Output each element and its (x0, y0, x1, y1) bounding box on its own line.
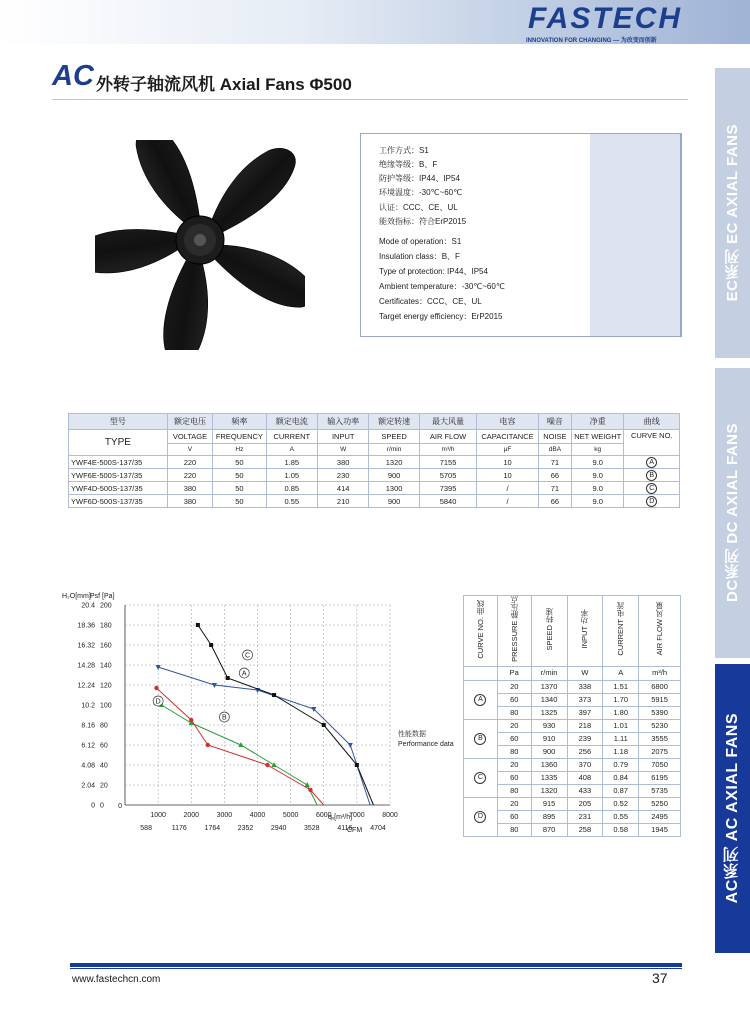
performance-table (463, 595, 681, 837)
curve-badge: D (646, 496, 657, 507)
y-tick-label-pa: 120 (100, 682, 112, 690)
y-axis-label-mm: H₂O[mm] (62, 593, 91, 600)
table-unit-cell: μF (477, 444, 539, 456)
y-tick-label-mm: 12.24 (77, 682, 95, 690)
table-cell: 66 (538, 469, 571, 482)
table-row (464, 680, 681, 693)
table-cell: 净重 (572, 414, 624, 430)
table-cell: 7050 (639, 758, 681, 771)
series-line-A (155, 667, 370, 805)
table-cell: 20 (497, 680, 531, 693)
table-header-cell: NET WEIGHT (572, 430, 624, 444)
y-tick-label-pa: 40 (100, 762, 108, 770)
x-axis-label-flow: qᵥ[m³/h] (328, 814, 353, 821)
page-title: 外转子轴流风机 Axial Fans Φ500 (96, 75, 352, 94)
table-cell: 0.55 (266, 495, 317, 508)
curve-badge: B (646, 470, 657, 481)
table-unit-cell: m³/h (419, 444, 476, 456)
data-point (322, 723, 326, 727)
table-cell: 3555 (639, 732, 681, 745)
table-unit-cell: r/min (531, 666, 567, 680)
table-cell: 1360 (531, 758, 567, 771)
curve-cell (624, 456, 680, 469)
table-unit-cell: Hz (213, 444, 266, 456)
table-row (69, 495, 680, 508)
table-unit-cell: r/min (369, 444, 419, 456)
vertical-header-text: CURRENT 电流 (616, 602, 626, 656)
table-cell: 5705 (419, 469, 476, 482)
table-cell: 6195 (639, 771, 681, 784)
spec-box-shade (590, 133, 681, 337)
performance-data-label (398, 730, 454, 750)
table-header-cell (639, 596, 681, 667)
table-cell: 66 (538, 495, 571, 508)
table-cell: 额定电流 (266, 414, 317, 430)
y-tick-label-mm: 4.08 (81, 762, 95, 770)
table-cell: YWF4D-500S-137/35 (69, 482, 168, 495)
vertical-header-text: CURVE NO. 曲线 (475, 599, 485, 659)
table-row (464, 758, 681, 771)
table-cell: 258 (567, 823, 603, 836)
data-point (265, 763, 269, 767)
fan-image (95, 140, 305, 350)
table-cell: 10 (477, 456, 539, 469)
table-cell: 900 (531, 745, 567, 758)
table-cell: 80 (497, 784, 531, 797)
spec-line: Target energy efficiency：ErP2015 (379, 312, 503, 321)
table-header-cell: AIR FLOW (419, 430, 476, 444)
y-tick-label-mm: 6.12 (81, 742, 95, 750)
tab-ac-axial-fans[interactable] (715, 664, 750, 953)
table-header-cell (464, 596, 498, 667)
curve-badge: C (474, 772, 486, 784)
table-unit-cell (464, 666, 498, 680)
spec-line: 认证：CCC、CE、UL (379, 203, 458, 212)
table-cell: YWF6E-500S-137/35 (69, 469, 168, 482)
table-cell: 9.0 (572, 456, 624, 469)
table-cell: 10 (477, 469, 539, 482)
table-row (69, 469, 680, 482)
table-cell: 900 (369, 469, 419, 482)
table-header-cell (567, 596, 603, 667)
spec-line: Ambient temperature：-30℃~60℃ (379, 282, 505, 291)
table-cell: 218 (567, 719, 603, 732)
table-unit-cell: V (167, 444, 212, 456)
table-cell: 71 (538, 482, 571, 495)
table-cell: 1300 (369, 482, 419, 495)
x-tick-label-flow: 1000 (150, 812, 166, 819)
data-point (206, 743, 210, 747)
spec-line: 工作方式：S1 (379, 146, 429, 155)
model-table (68, 413, 680, 508)
spec-line: 防护等级：IP44、IP54 (379, 174, 460, 183)
table-cell: 2075 (639, 745, 681, 758)
curve-badge: B (474, 733, 486, 745)
table-cell: 50 (213, 469, 266, 482)
data-point (308, 788, 312, 792)
page-number: 37 (652, 970, 668, 986)
table-cell: 0.58 (603, 823, 639, 836)
table-cell: 额定电压 (167, 414, 212, 430)
table-cell: 220 (167, 469, 212, 482)
footer-rule-thin (70, 968, 682, 969)
spec-line: 能效指标：符合ErP2015 (379, 217, 467, 226)
table-cell: 1945 (639, 823, 681, 836)
table-cell: 60 (497, 771, 531, 784)
table-cell: 1.85 (266, 456, 317, 469)
table-cell: 5735 (639, 784, 681, 797)
table-cell: 0.52 (603, 797, 639, 810)
table-cell: 60 (497, 732, 531, 745)
table-cell: 1320 (369, 456, 419, 469)
table-cell: 频率 (213, 414, 266, 430)
table-cell: 0.55 (603, 810, 639, 823)
curve-cell (464, 680, 498, 719)
table-cell: YWF4E-500S-137/35 (69, 456, 168, 469)
y-tick-label-mm: 20.4 (81, 602, 95, 610)
vertical-header-text: AIR FLOW 风量 (655, 602, 665, 656)
table-cell: 0.87 (603, 784, 639, 797)
x-tick-label-flow: 8000 (382, 812, 398, 819)
curve-label: C (245, 652, 251, 660)
curve-badge: D (474, 811, 486, 823)
y-axis-label-pa: Psf [Pa] (90, 593, 115, 600)
curve-cell (624, 482, 680, 495)
table-row (464, 666, 681, 680)
brand-logo: FASTECH (528, 2, 683, 35)
y-tick-label-mm: 0 (91, 802, 95, 810)
y-tick-label-pa: 20 (100, 782, 108, 790)
table-cell: 1320 (531, 784, 567, 797)
x-tick-label-flow: 3000 (216, 812, 233, 819)
table-cell: 408 (567, 771, 603, 784)
table-cell: 1370 (531, 680, 567, 693)
performance-chart (60, 590, 400, 840)
data-point (272, 693, 276, 697)
curve-cell (624, 469, 680, 482)
table-cell: 1.80 (603, 706, 639, 719)
data-point (355, 763, 359, 767)
table-cell: 1340 (531, 693, 567, 706)
y-tick-label-mm: 8.16 (81, 722, 95, 730)
table-row (69, 456, 680, 469)
spec-line: Insulation class：B、F (379, 252, 460, 261)
table-row (464, 596, 681, 667)
data-point (209, 643, 213, 647)
table-cell: 2495 (639, 810, 681, 823)
curve-badge: A (646, 457, 657, 468)
curve-label: B (222, 714, 227, 722)
y-tick-label-mm: 2.04 (81, 782, 95, 790)
table-cell: 60 (497, 810, 531, 823)
x-tick-label-flow: 5000 (282, 812, 299, 819)
table-unit-cell: dBA (538, 444, 571, 456)
table-cell: 9.0 (572, 495, 624, 508)
vertical-header-text: PRESSURE 静压点 (509, 596, 519, 662)
table-cell: 20 (497, 797, 531, 810)
table-cell: 7155 (419, 456, 476, 469)
y-tick-label-pa: 140 (100, 662, 112, 670)
y-tick-label-mm: 10.2 (81, 702, 95, 710)
tab-dc-axial-fans[interactable] (715, 368, 750, 658)
table-cell: 0.84 (603, 771, 639, 784)
curve-badge: A (474, 694, 486, 706)
table-cell: 5840 (419, 495, 476, 508)
table-header-cell (531, 596, 567, 667)
vertical-header-text: SPEED 转速 (544, 607, 554, 651)
table-cell: 噪音 (538, 414, 571, 430)
table-cell: 80 (497, 823, 531, 836)
table-header-cell: INPUT (317, 430, 368, 444)
data-point (226, 676, 230, 680)
table-row (69, 430, 680, 444)
table-cell: 71 (538, 456, 571, 469)
title-divider (52, 99, 688, 100)
table-header-cell: CURVE NO. (624, 430, 680, 456)
data-point (189, 718, 193, 722)
table-cell: 80 (497, 706, 531, 719)
table-cell: / (477, 495, 539, 508)
table-cell: 7395 (419, 482, 476, 495)
table-row (69, 482, 680, 495)
table-header-cell: FREQUENCY (213, 430, 266, 444)
table-cell: 338 (567, 680, 603, 693)
table-unit-cell: m³/h (639, 666, 681, 680)
x-tick-label-cfm: 588 (140, 825, 152, 832)
table-unit-cell: kg (572, 444, 624, 456)
x-tick-label-flow: 2000 (183, 812, 200, 819)
table-unit-cell: W (317, 444, 368, 456)
table-cell: 6800 (639, 680, 681, 693)
y-tick-label-pa: 0 (100, 802, 104, 810)
data-point (348, 743, 353, 748)
table-cell: 1.11 (603, 732, 639, 745)
y-tick-label-pa: 60 (100, 742, 108, 750)
table-cell: 1.01 (603, 719, 639, 732)
table-cell: YWF6D-500S-137/35 (69, 495, 168, 508)
x-origin-label: 0 (118, 803, 122, 810)
table-row (464, 797, 681, 810)
y-tick-label-pa: 200 (100, 602, 112, 610)
table-cell: 414 (317, 482, 368, 495)
table-unit-cell: A (266, 444, 317, 456)
table-cell: 230 (317, 469, 368, 482)
data-point (196, 623, 200, 627)
table-cell: 373 (567, 693, 603, 706)
curve-badge: C (646, 483, 657, 494)
data-point (271, 762, 276, 767)
table-cell: 231 (567, 810, 603, 823)
vertical-header-text: INPUT 功率 (580, 609, 590, 649)
table-cell: 最大风量 (419, 414, 476, 430)
table-cell: 0.79 (603, 758, 639, 771)
table-cell: 1.18 (603, 745, 639, 758)
x-tick-label-cfm: 2940 (270, 825, 287, 832)
x-tick-label-flow: 7000 (349, 812, 365, 819)
x-tick-label-flow: 6000 (315, 812, 332, 819)
spec-line: 绝缘等级：B、F (379, 160, 438, 169)
table-cell: 0.85 (266, 482, 317, 495)
tab-dc-label: DC系列 DC AXIAL FANS (724, 423, 741, 603)
table-cell: 915 (531, 797, 567, 810)
table-header-cell (497, 596, 531, 667)
table-cell: 1325 (531, 706, 567, 719)
spec-line: Certificates：CCC、CE、UL (379, 297, 482, 306)
table-cell: 910 (531, 732, 567, 745)
table-cell: 5390 (639, 706, 681, 719)
curve-cell (464, 719, 498, 758)
tab-ec-axial-fans[interactable] (715, 68, 750, 358)
y-tick-label-pa: 80 (100, 722, 108, 730)
table-cell: 1.51 (603, 680, 639, 693)
series-title: AC (52, 60, 94, 92)
table-cell: 60 (497, 693, 531, 706)
table-header-cell: CURRENT (266, 430, 317, 444)
table-header-cell (603, 596, 639, 667)
x-tick-label-flow: 4000 (249, 812, 266, 819)
curve-cell (624, 495, 680, 508)
table-cell: 1.05 (266, 469, 317, 482)
table-cell: 5250 (639, 797, 681, 810)
brand-tagline: INNOVATION FOR CHANGING — 为改变而创新 (526, 38, 657, 44)
y-tick-label-pa: 180 (100, 622, 112, 630)
x-axis-label-cfm: CFM (347, 827, 363, 834)
series-line-B (161, 705, 317, 805)
table-header-cell: CAPACITANCE (477, 430, 539, 444)
table-cell: 370 (567, 758, 603, 771)
footer-rule (70, 963, 682, 967)
table-cell: 输入功率 (317, 414, 368, 430)
x-tick-label-cfm: 1764 (204, 825, 221, 832)
table-cell: 80 (497, 745, 531, 758)
table-cell: 50 (213, 482, 266, 495)
table-cell: 205 (567, 797, 603, 810)
table-cell: 5230 (639, 719, 681, 732)
table-cell: 239 (567, 732, 603, 745)
x-tick-label-cfm: 3528 (303, 825, 320, 832)
x-tick-label-cfm: 2352 (237, 825, 254, 832)
table-cell: 9.0 (572, 469, 624, 482)
data-point (305, 782, 310, 787)
table-cell: 额定转速 (369, 414, 419, 430)
table-cell: 433 (567, 784, 603, 797)
table-row (464, 719, 681, 732)
table-header-cell: VOLTAGE (167, 430, 212, 444)
table-cell: 1335 (531, 771, 567, 784)
table-cell: 50 (213, 495, 266, 508)
table-cell: 1.70 (603, 693, 639, 706)
performance-label-en: Performance data (398, 741, 454, 748)
curve-label: A (241, 670, 247, 678)
y-tick-label-pa: 160 (100, 642, 112, 650)
data-point (154, 686, 158, 690)
table-header-cell: SPEED (369, 430, 419, 444)
table-cell: 380 (317, 456, 368, 469)
y-tick-label-pa: 100 (100, 702, 112, 710)
table-cell: 50 (213, 456, 266, 469)
y-tick-label-mm: 14.28 (77, 662, 95, 670)
x-tick-label-cfm: 1176 (171, 825, 187, 832)
table-cell: 20 (497, 719, 531, 732)
table-cell: 930 (531, 719, 567, 732)
curve-cell (464, 797, 498, 836)
table-unit-cell: W (567, 666, 603, 680)
table-cell: 曲线 (624, 414, 680, 430)
spec-line: 环境温度：-30℃~60℃ (379, 188, 463, 197)
table-row (69, 414, 680, 430)
x-tick-label-cfm: 4116 (337, 825, 353, 832)
curve-label: D (155, 698, 161, 706)
table-cell: 397 (567, 706, 603, 719)
table-cell: 380 (167, 482, 212, 495)
footer-url[interactable]: www.fastechcn.com (72, 974, 161, 985)
y-tick-label-mm: 16.32 (77, 642, 95, 650)
table-cell: 5915 (639, 693, 681, 706)
x-tick-label-cfm: 4704 (370, 825, 386, 832)
table-header-cell: TYPE (69, 430, 168, 456)
table-cell: 870 (531, 823, 567, 836)
table-unit-cell: A (603, 666, 639, 680)
table-cell: 电容 (477, 414, 539, 430)
table-cell: 型号 (69, 414, 168, 430)
tab-ec-label: EC系列 EC AXIAL FANS (724, 124, 741, 302)
table-unit-cell: Pa (497, 666, 531, 680)
table-cell: 20 (497, 758, 531, 771)
performance-label-cn: 性能数据 (398, 731, 426, 738)
spec-line: Mode of operation：S1 (379, 237, 462, 246)
table-cell: 9.0 (572, 482, 624, 495)
spec-line: Type of protection: IP44、IP54 (379, 267, 488, 276)
table-cell: 895 (531, 810, 567, 823)
tab-ac-label: AC系列 AC AXIAL FANS (724, 713, 741, 904)
table-cell: 210 (317, 495, 368, 508)
table-cell: / (477, 482, 539, 495)
table-cell: 256 (567, 745, 603, 758)
table-cell: 900 (369, 495, 419, 508)
table-cell: 380 (167, 495, 212, 508)
table-cell: 220 (167, 456, 212, 469)
y-tick-label-mm: 18.36 (77, 622, 95, 630)
curve-cell (464, 758, 498, 797)
table-header-cell: NOISE (538, 430, 571, 444)
